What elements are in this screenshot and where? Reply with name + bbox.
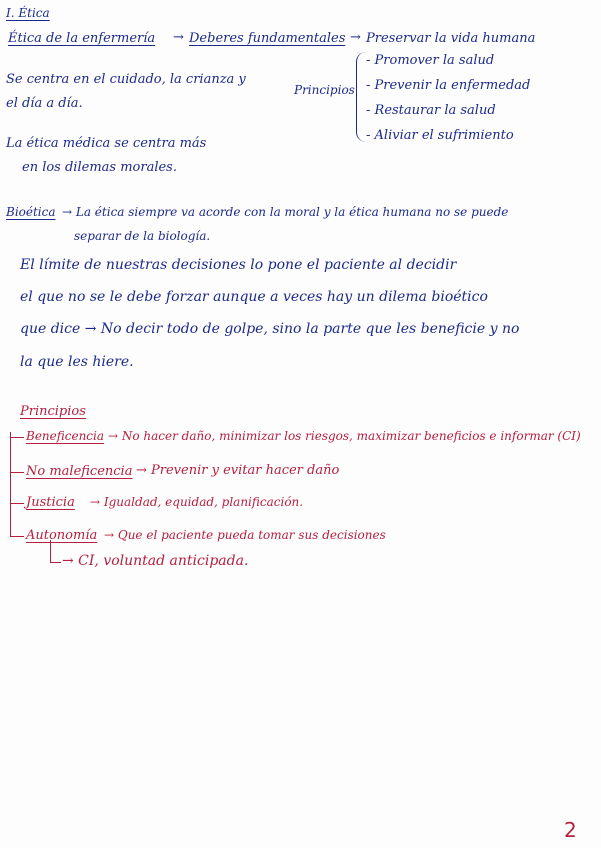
limit-line: que dice → No decir todo de golpe, sino la parte que les beneficie y no	[20, 321, 520, 337]
principle-text: → Igualdad, equidad, planificación.	[90, 495, 304, 509]
principles-heading: Principios	[20, 404, 86, 419]
principle-label-nonmaleficence: No maleficencia	[26, 464, 133, 479]
bioethics-text: → La ética siempre va acorde con la moral y la ética humana no se puede	[62, 205, 509, 219]
tree-branch	[10, 536, 24, 537]
page-title: I. Ética	[6, 6, 50, 20]
tree-branch	[10, 437, 24, 438]
medical-line: La ética médica se centra más	[6, 136, 207, 151]
care-line: el día a día.	[6, 96, 83, 111]
limit-line: la que les hiere.	[20, 354, 134, 370]
tree-branch	[10, 503, 24, 504]
principle-label-justice: Justicia	[26, 495, 75, 510]
principle-item: - Prevenir la enfermedad	[366, 78, 531, 93]
sub-connector	[50, 540, 61, 563]
arrow: →	[173, 30, 184, 45]
tree-connector	[10, 432, 11, 536]
principle-item: - Promover la salud	[366, 53, 495, 68]
tree-branch	[10, 472, 24, 473]
principle-label-autonomy: Autonomía	[26, 528, 98, 543]
principle-item: - Aliviar el sufrimiento	[366, 128, 514, 143]
principles-label: Principios	[294, 83, 355, 97]
care-line: Se centra en el cuidado, la crianza y	[6, 72, 246, 87]
bioethics-label: Bioética	[6, 205, 56, 219]
ethics-nursing-label: Ética de la enfermería	[8, 31, 156, 46]
principle-text: → Prevenir y evitar hacer daño	[136, 463, 340, 478]
limit-line: El límite de nuestras decisiones lo pone el paciente al decidir	[20, 257, 457, 273]
preserve-life-text: Preservar la vida humana	[366, 31, 536, 46]
fundamental-duties-label: Deberes fundamentales	[189, 31, 346, 46]
limit-line: el que no se le debe forzar aunque a veces hay un dilema bioético	[20, 289, 488, 305]
principle-label-beneficence: Beneficencia	[26, 429, 105, 443]
arrow: →	[350, 30, 361, 45]
autonomy-sub-text: → CI, voluntad anticipada.	[62, 553, 249, 569]
page-number: 2	[564, 818, 577, 842]
medical-line: en los dilemas morales.	[22, 160, 177, 175]
bioethics-text: separar de la biología.	[74, 229, 211, 243]
principle-text: → Que el paciente pueda tomar sus decisiones	[104, 528, 386, 542]
principle-item: - Restaurar la salud	[366, 103, 496, 118]
principle-text: → No hacer daño, minimizar los riesgos, maximizar beneficios e informar (CI)	[108, 429, 581, 443]
